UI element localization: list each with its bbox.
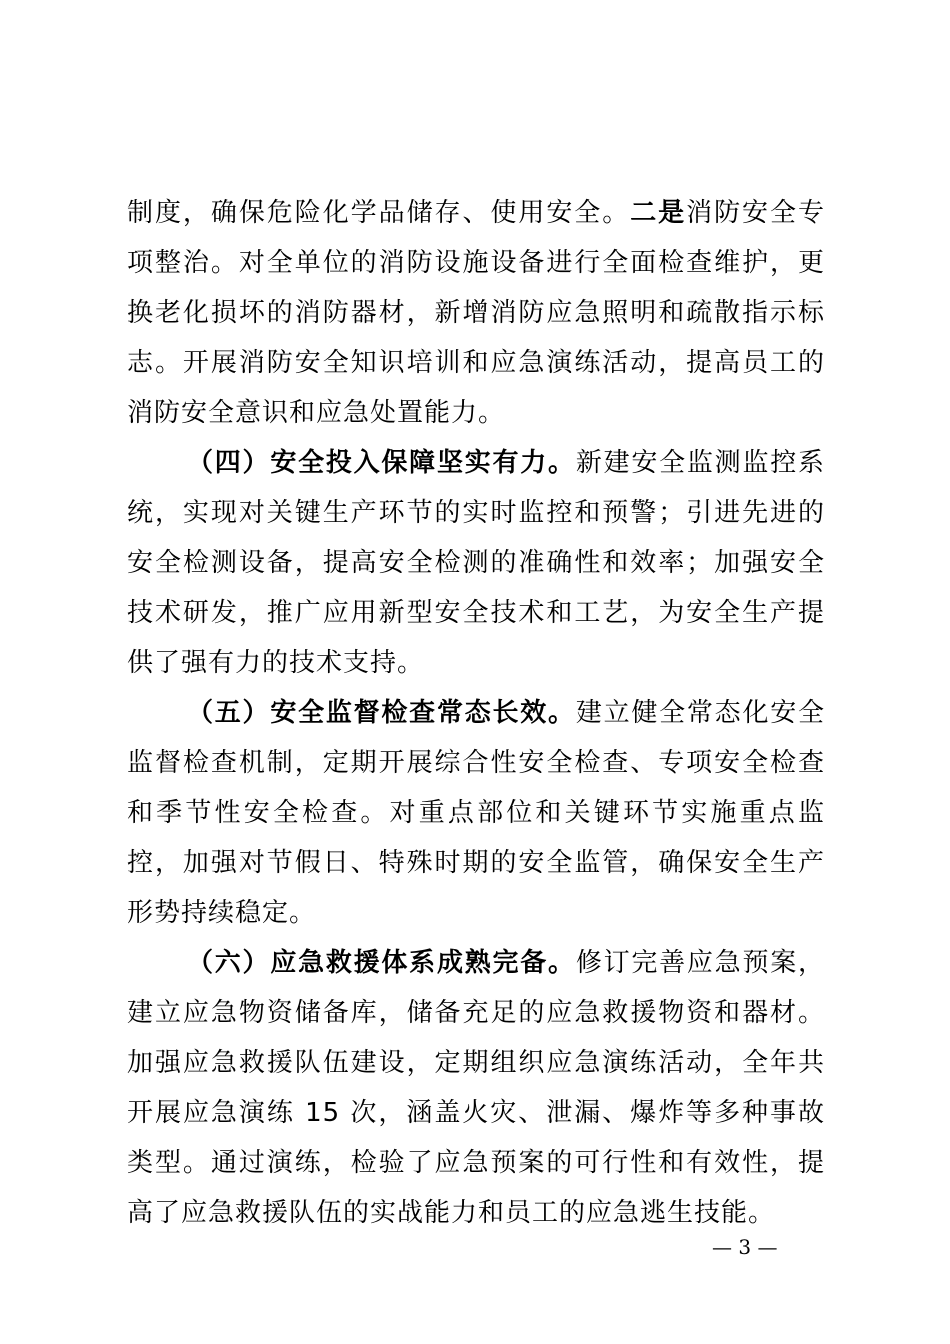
paragraph-fire-safety-continuation — [127, 188, 825, 438]
section-body-6: 修订完善应急预案，建立应急物资储备库，储备充足的应急救援物资和器材。加强应急救援队伍建设，定期组织应急演练活动，全年共开展应急演练 15 次，涵盖火灾、泄漏、爆炸等多种事故类型。通过演练，检验了应急预案的可行性和有效性，提高了应急救援队伍的实战能力和员工的应急逃生技能。 — [127, 948, 825, 1228]
paragraph-text: 消防安全专项整治。对全单位的消防设施设备进行全面检查维护，更换老化损坏的消防器材，新增消防应急照明和疏散指示标志。开展消防安全知识培训和应急演练活动，提高员工的消防安全意识和应急处置能力。 — [127, 198, 825, 428]
section-heading-5: （五）安全监督检查常态长效。 — [187, 698, 576, 728]
page-number: — 3 — — [712, 1235, 778, 1259]
section-heading-6: （六）应急救援体系成熟完备。 — [187, 948, 576, 978]
section-body-4: 新建安全监测监控系统，实现对关键生产环节的实时监控和预警；引进先进的安全检测设备，提高安全检测的准确性和效率；加强安全技术研发，推广应用新型安全技术和工艺，为安全生产提供了强有力的技术支持。 — [127, 448, 825, 678]
paragraph-section-6 — [127, 938, 825, 1238]
document-page — [127, 188, 825, 1238]
emphasis-second-item: 二是 — [630, 198, 687, 228]
section-body-5: 建立健全常态化安全监督检查机制，定期开展综合性安全检查、专项安全检查和季节性安全检查。对重点部位和关键环节实施重点监控，加强对节假日、特殊时期的安全监管，确保安全生产形势持续稳定。 — [127, 698, 825, 928]
section-heading-4: （四）安全投入保障坚实有力。 — [187, 448, 576, 478]
paragraph-text: 制度，确保危险化学品储存、使用安全。 — [127, 198, 631, 228]
paragraph-section-5 — [127, 688, 825, 938]
paragraph-section-4 — [127, 438, 825, 688]
